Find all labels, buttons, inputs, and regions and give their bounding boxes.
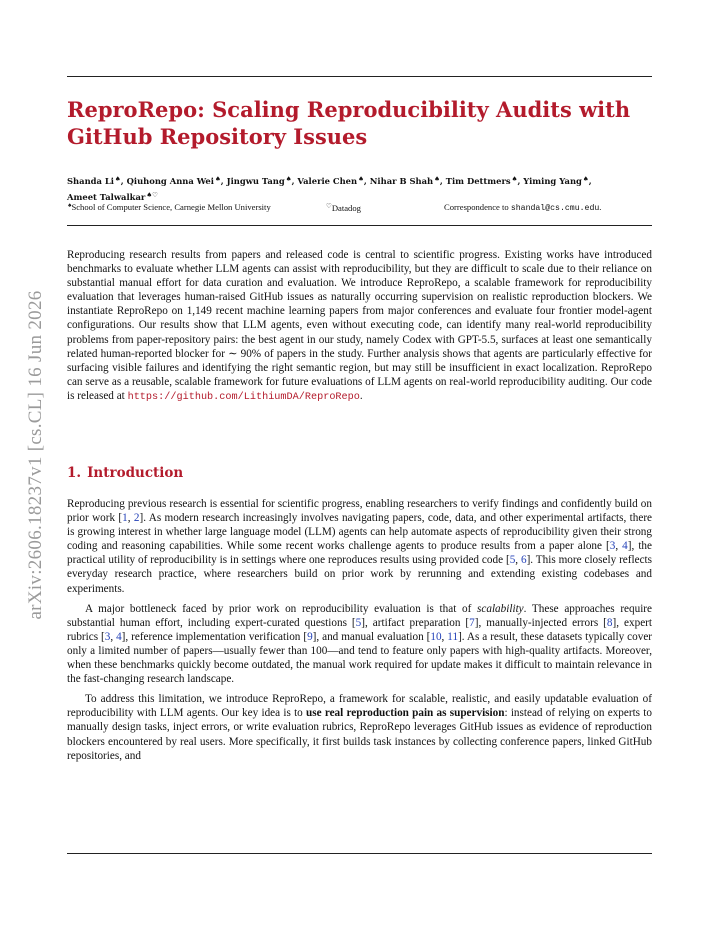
arxiv-side-stamp: arXiv:2606.18237v1 [cs.CL] 16 Jun 2026 (25, 290, 46, 620)
text-run: , (515, 554, 521, 567)
text-run: : instead of relying on experts to manually design tasks, inject errors, or write evaluation rubrics, ReproRepo leverages GitHub issues as evidence of reproduction blockers encountered by real users. More specifically, it first builds task instances by collecting conference papers, linked GitHub repositories, and (67, 707, 652, 762)
text-run: , (441, 630, 448, 643)
author-name: Tim Dettmers (445, 176, 511, 186)
text-run: ]. This more closely reflects everyday research practice, where researchers build on prior work by rerunning and extending existing codebases and experiments. (67, 554, 652, 595)
paper-title (67, 96, 652, 150)
author-name: Qiuhong Anna Wei (126, 176, 214, 186)
citation-link[interactable]: 8 (606, 616, 613, 629)
affiliation-mark: ♠ (114, 175, 121, 183)
text-run: To address this limitation, we introduce ReproRepo, a framework for scalable, realistic, and easily updatable evaluation of reproducibility with LLM agents. Our key idea is to (67, 693, 652, 720)
citation-link[interactable]: 5 (355, 616, 362, 629)
affiliation-mark: ♠♡ (146, 191, 158, 199)
correspondence-end: . (599, 202, 602, 212)
text-run: Reproducing previous research is essential for scientific progress, enabling researchers to verify findings and confidently build on prior work [ (67, 498, 652, 525)
correspondence-email[interactable]: shandal@cs.cmu.edu (510, 204, 600, 213)
text-run: ], artifact preparation [ (361, 616, 470, 629)
top-rule (67, 76, 652, 77)
author-name: Valerie Chen (297, 176, 358, 186)
author-list: Shanda Li♠, Qiuhong Anna Wei♠, Jingwu Tang♠, Valerie Chen♠, Nihar B Shah♠, Tim Dettmers♠, Yiming Yang♠, Ameet Talwalkar♠♡ (67, 175, 592, 202)
repo-link[interactable]: https://github.com/LithiumDA/ReproRepo (127, 391, 360, 403)
affiliation-cmu (67, 202, 271, 212)
bold-phrase: use real reproduction pain as supervision (306, 707, 505, 720)
citation-link[interactable]: 5 (509, 554, 516, 567)
heart-mark: ♡ (326, 203, 332, 210)
affiliation-datadog-text: Datadog (331, 203, 361, 213)
text-run: ], and manual evaluation [ (312, 630, 431, 643)
header-rule (67, 225, 652, 226)
author-name: Jingwu Tang (226, 176, 285, 186)
text-run: ], the practical utility of reproducibility is in settings where one reproduces results using provided code [ (67, 540, 652, 567)
author-name: Nihar B Shah (369, 176, 434, 186)
affiliation-mark: ♠ (285, 175, 292, 183)
affiliation-mark: ♠ (358, 175, 364, 183)
paragraph-3 (67, 692, 652, 762)
abstract (67, 248, 652, 405)
section-heading (67, 465, 183, 481)
citation-link[interactable]: 11 (447, 630, 459, 643)
citation-link[interactable]: 9 (307, 630, 313, 643)
text-run: A major bottleneck faced by prior work on reproducibility evaluation is that of (85, 602, 478, 615)
author-name: Yiming Yang (523, 176, 582, 186)
text-run: , (127, 512, 134, 525)
affiliation-mark: ♠ (434, 175, 440, 183)
text-run: ], reference implementation verification [ (121, 630, 308, 643)
text-run: , (615, 540, 623, 553)
author-name: Ameet Talwalkar (67, 192, 146, 202)
abstract-text: Reproducing research results from papers and released code is central to scientific progress. Existing works have introduced benchmarks to evaluate whether LLM agents can assist with reproducibility, but they are difficult to scale due to their reliance on substantial manual effort for data curation and evaluation. We introduce ReproRepo, a scalable framework for reproducibility evaluation that leverages human-raised GitHub issues as naturally occurring supervision on realistic reproduction blockers. We instantiate ReproRepo on 1,149 recent machine learning papers from major conferences and evaluate four frontier model-agent configurations. Our results show that LLM agents, even without executing code, can identify many real-world reproducibility problems from paper-repository pairs: the best agent in our study, namely Codex with GPT-5.5, surfaces at least one semantically related human-reported blocker for ∼ 90% of papers in the study. Further analysis shows that agents are particularly effective for surfacing visible failures and identifying the right semantic region, but may still be insufficient in exact localization. ReproRepo can serve as a reusable, scalable framework for future evaluations of LLM agents on real-world reproducibility auditing. Our code is released at (67, 249, 652, 402)
paragraph-2 (67, 602, 652, 687)
abstract-end: . (359, 389, 363, 402)
citation-link[interactable]: 6 (520, 554, 527, 567)
title-line-2: GitHub Repository Issues (67, 124, 368, 149)
text-run: ]. As a result, these datasets typically cover only a limited number of papers—usually fewer than 100—and tend to feature only papers with high-quality artifacts. Moreover, when these benchmarks quickly become outdated, the manual work required for update makes it difficult to maintain relevance in the fast-changing research landscape. (67, 630, 653, 686)
title-line-1: ReproRepo: Scaling Reproducibility Audits with (67, 97, 631, 122)
section-number: 1. (67, 465, 82, 481)
paragraph-1 (67, 497, 652, 596)
author-name: Shanda Li (67, 176, 114, 186)
affiliation-cmu-text: School of Computer Science, Carnegie Mellon University (71, 202, 271, 212)
text-run: ], expert rubrics [ (67, 616, 652, 643)
affiliation-mark: ♠ (582, 175, 589, 183)
affiliation-mark: ♠ (214, 175, 221, 183)
correspondence (444, 202, 601, 213)
citation-link[interactable]: 1 (122, 512, 128, 525)
citation-link[interactable]: 3 (609, 540, 616, 553)
citation-link[interactable]: 4 (622, 540, 628, 553)
text-run: ]. As modern research increasingly involves navigating papers, code, data, and other experimental artifacts, there is growing interest in whether large language model (LLM) agents can help automate aspects of reproducibility given their strong coding and reasoning capabilities. While some recent works challenge agents to produce results from a paper alone [ (67, 512, 653, 553)
citation-link[interactable]: 2 (133, 512, 140, 525)
footer-rule (67, 853, 652, 854)
citation-link[interactable]: 4 (116, 630, 122, 643)
text-run: ], manually-injected errors [ (474, 616, 607, 629)
section-title: Introduction (87, 465, 184, 481)
citation-link[interactable]: 3 (104, 630, 111, 643)
emphasis: scalability (477, 602, 524, 615)
affiliation-datadog (325, 202, 361, 213)
spade-mark: ♠ (68, 202, 72, 209)
citation-link[interactable]: 10 (430, 630, 442, 643)
citation-link[interactable]: 7 (469, 616, 475, 629)
affiliation-mark: ♠ (511, 175, 518, 183)
introduction-body (67, 497, 652, 769)
text-run: , (110, 630, 117, 643)
text-run: . These approaches require substantial human effort, including expert-curated questions [ (67, 602, 652, 629)
correspondence-label: Correspondence to (444, 202, 511, 212)
